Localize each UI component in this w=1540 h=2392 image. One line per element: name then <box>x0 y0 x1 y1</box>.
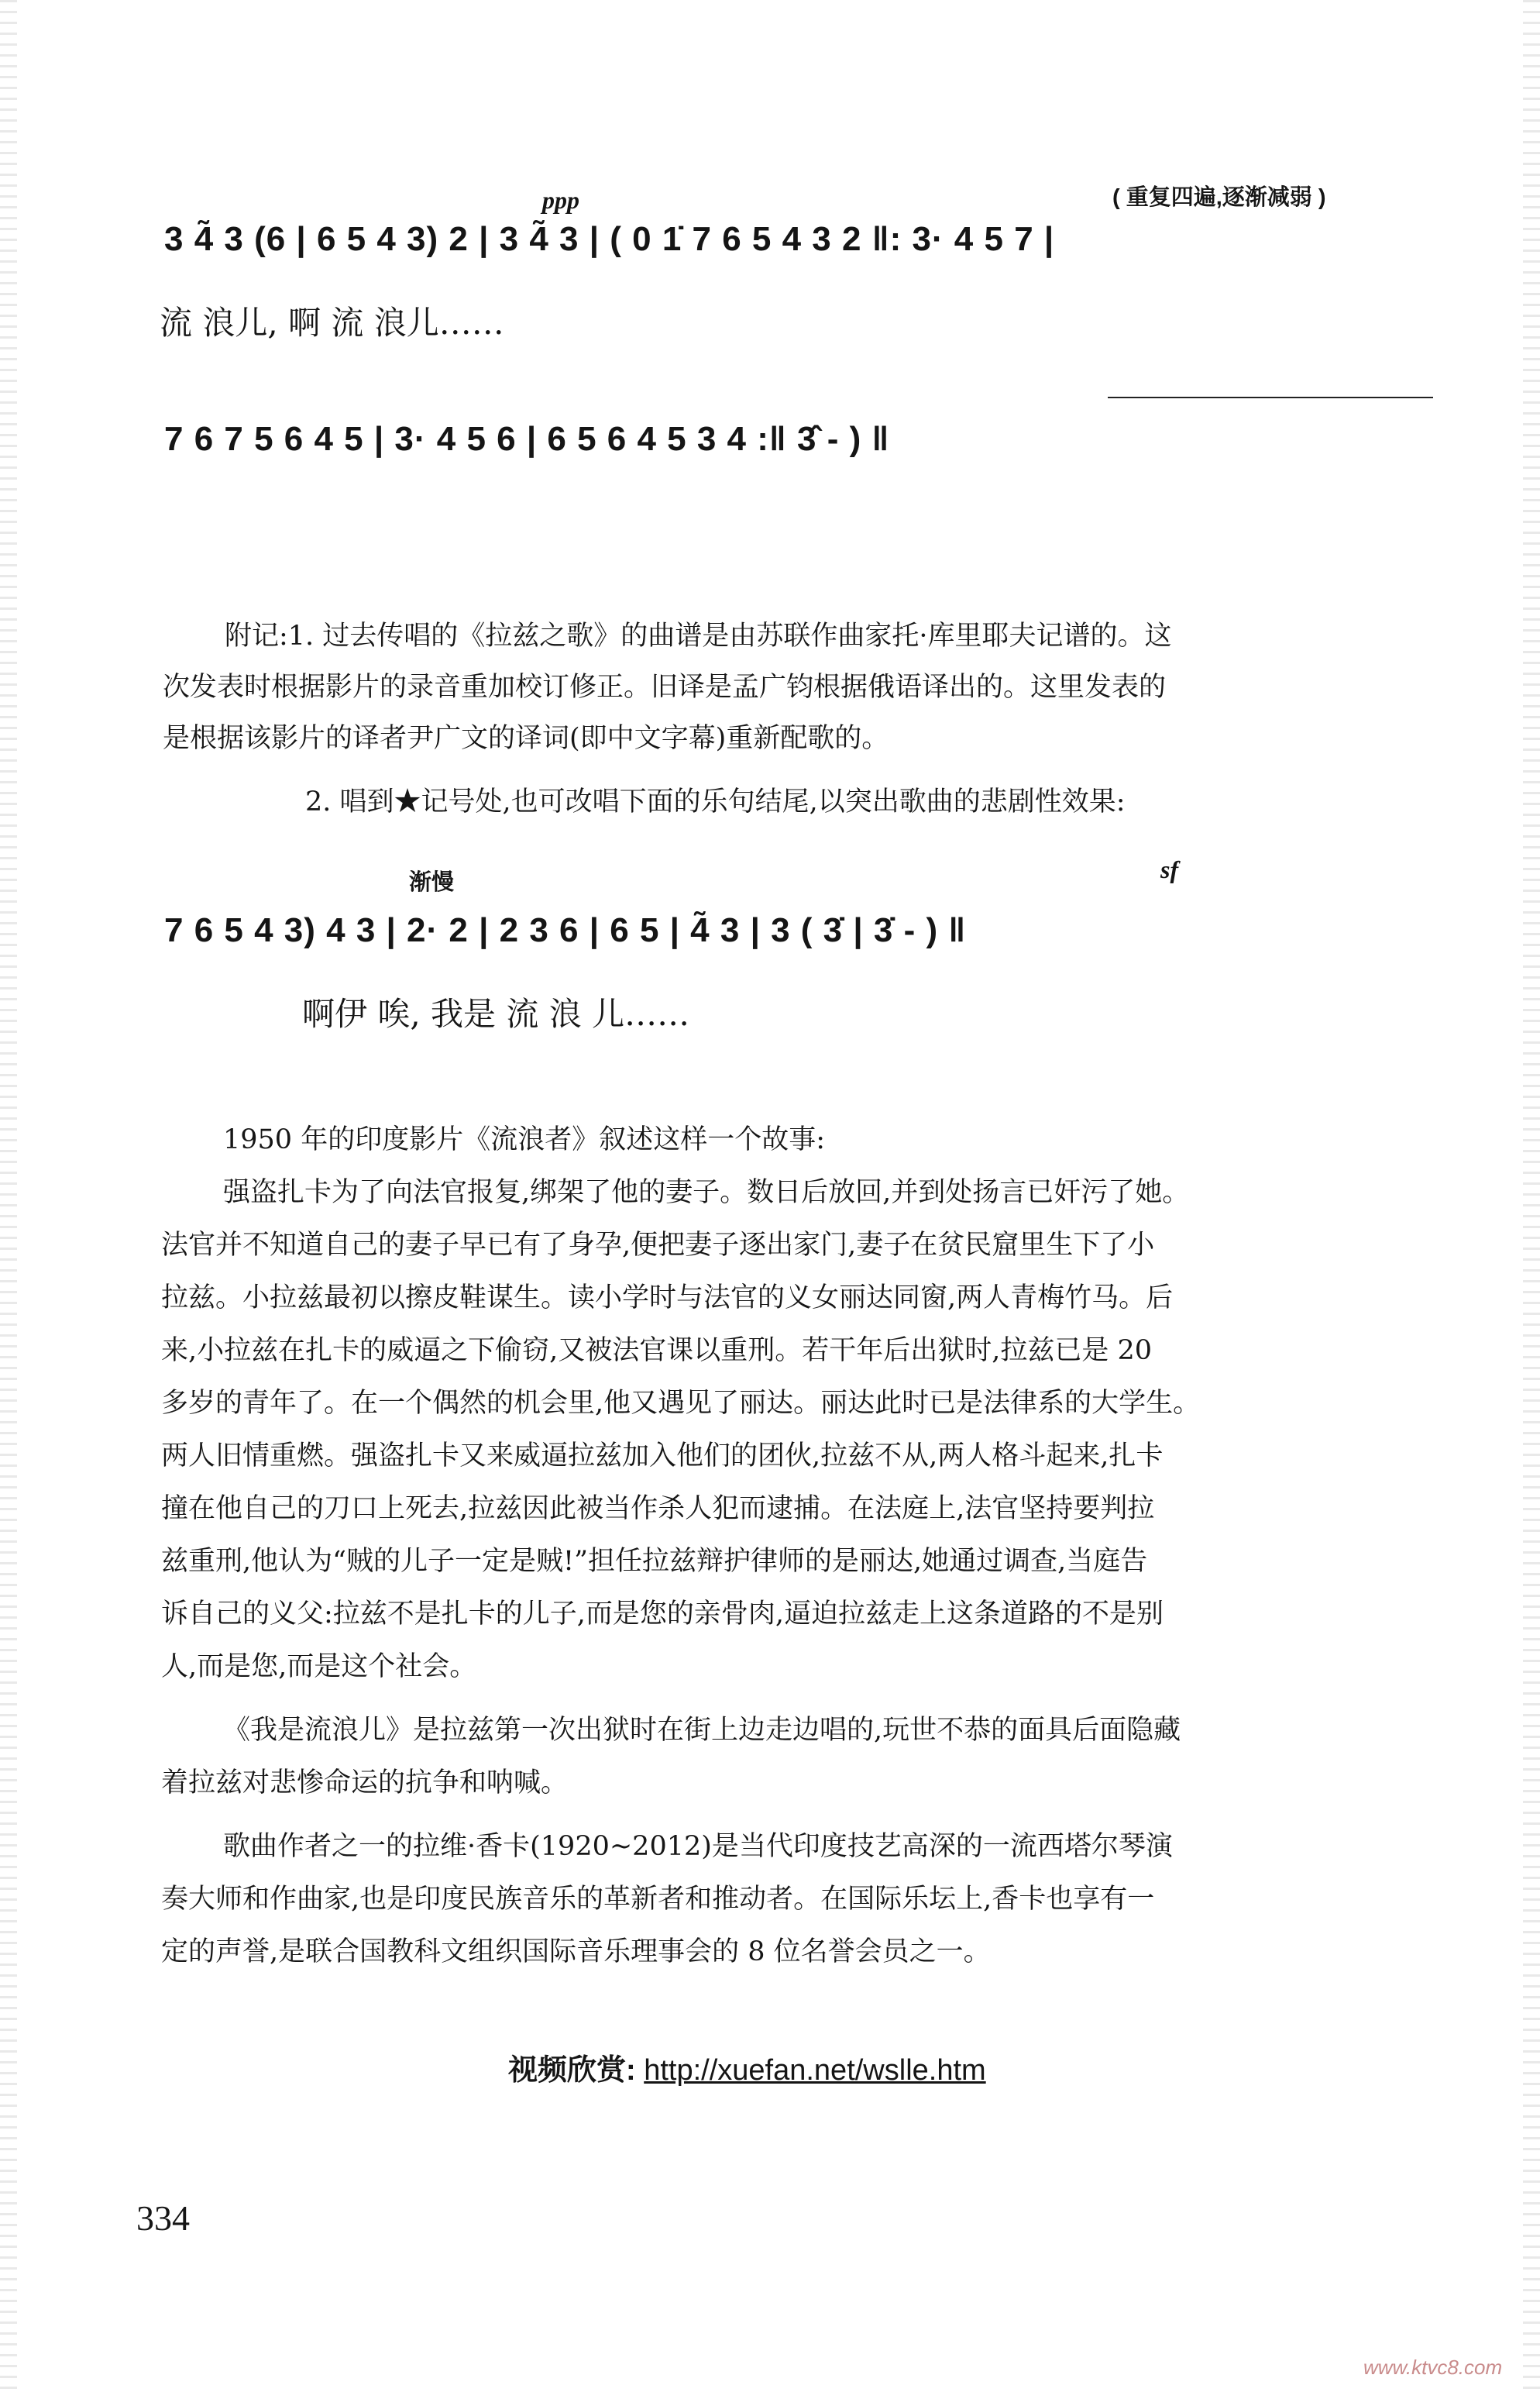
note-1-line-1: 附记:1. 过去传唱的《拉兹之歌》的曲谱是由苏联作曲家托·库里耶夫记谱的。这 <box>225 621 1172 652</box>
right-edge-texture <box>1523 0 1540 2392</box>
lyric-row-1: 流 浪儿, 啊 流 浪儿…… <box>160 304 504 342</box>
page-number: 334 <box>136 2198 190 2238</box>
repeat-annotation: ( 重复四遍,逐渐减弱 ) <box>1112 185 1326 210</box>
tempo-marking: 渐慢 <box>409 870 455 895</box>
dynamic-marking-ppp: ppp <box>542 186 579 214</box>
story-p1-line-7: 撞在他自己的刀口上死去,拉兹因此被当作杀人犯而逮捕。在法庭上,法官坚持要判拉 <box>161 1493 1155 1524</box>
video-link[interactable]: http://xuefan.net/wslle.htm <box>644 2054 986 2087</box>
story-p3-line-2: 奏大师和作曲家,也是印度民族音乐的革新者和推动者。在国际乐坛上,香卡也享有一 <box>161 1884 1155 1915</box>
story-p1-line-8: 兹重刑,他认为“贼的儿子一定是贼!”担任拉兹辩护律师的是丽达,她通过调查,当庭告 <box>161 1546 1148 1577</box>
story-p1-line-2: 法官并不知道自己的妻子早已有了身孕,便把妻子逐出家门,妻子在贫民窟里生下了小 <box>161 1230 1155 1261</box>
alt-ending-lyric: 啊伊 唉, 我是 流 浪 儿…… <box>302 995 690 1033</box>
crescendo-line <box>1108 397 1433 398</box>
story-p2-line-2: 着拉兹对悲惨命运的抗争和呐喊。 <box>161 1767 569 1798</box>
note-1-line-2: 次发表时根据影片的录音重加校订修正。旧译是孟广钧根据俄语译出的。这里发表的 <box>163 672 1167 703</box>
watermark-logo: www.ktvc8.com <box>1363 2356 1503 2379</box>
story-p1-line-5: 多岁的青年了。在一个偶然的机会里,他又遇见了丽达。丽达此时已是法律系的大学生。 <box>161 1388 1201 1419</box>
story-p1-line-6: 两人旧情重燃。强盗扎卡又来威逼拉兹加入他们的团伙,拉兹不从,两人格斗起来,扎卡 <box>161 1440 1164 1471</box>
story-p1-line-4: 来,小拉兹在扎卡的威逼之下偷窃,又被法官课以重刑。若干年后出狱时,拉兹已是 20 <box>161 1335 1153 1366</box>
alt-ending-score-row: 7 6 5 4 3) 4 3 | 2· 2 | 2 3 6 | 6 5 | 4̃ 3 | 3 ( 3̇ | 3̇ - ) ‖ <box>164 911 967 949</box>
note-2: 2. 唱到★记号处,也可改唱下面的乐句结尾,以突出歌曲的悲剧性效果: <box>305 786 1126 817</box>
story-p1-line-3: 拉兹。小拉兹最初以擦皮鞋谋生。读小学时与法官的义女丽达同窗,两人青梅竹马。后 <box>161 1282 1174 1313</box>
story-p3-line-1: 歌曲作者之一的拉维·香卡(1920~2012)是当代印度技艺高深的一流西塔尔琴演 <box>223 1831 1173 1862</box>
score-row-2: 7 6 7 5 6 4 5 | 3· 4 5 6 | 6 5 6 4 5 3 4 :‖ 3̂ - ) ‖ <box>164 420 890 458</box>
video-label: 视频欣赏: <box>508 2054 636 2087</box>
story-p1-line-9: 诉自己的义父:拉兹不是扎卡的儿子,而是您的亲骨肉,逼迫拉兹走上这条道路的不是别 <box>161 1599 1164 1630</box>
story-p1-line-1: 强盗扎卡为了向法官报复,绑架了他的妻子。数日后放回,并到处扬言已奸污了她。 <box>223 1177 1190 1208</box>
video-reference <box>508 2046 986 2088</box>
note-1-line-3: 是根据该影片的译者尹广文的译词(即中文字幕)重新配歌的。 <box>163 723 889 754</box>
story-intro: 1950 年的印度影片《流浪者》叙述这样一个故事: <box>223 1124 825 1155</box>
dynamic-marking-sf: sf <box>1160 855 1179 883</box>
score-row-1: 3 4̃ 3 (6 | 6 5 4 3) 2 | 3 4̃ 3 | ( 0 1̇ 7 6 5 4 3 2 ‖: 3· 4 5 7 | <box>164 220 1055 258</box>
story-p1-line-10: 人,而是您,而是这个社会。 <box>161 1651 477 1682</box>
story-p2-line-1: 《我是流浪儿》是拉兹第一次出狱时在街上边走边唱的,玩世不恭的面具后面隐藏 <box>223 1715 1181 1746</box>
left-edge-texture <box>0 0 17 2392</box>
story-p3-line-3: 定的声誉,是联合国教科文组织国际音乐理事会的 8 位名誉会员之一。 <box>161 1936 991 1967</box>
